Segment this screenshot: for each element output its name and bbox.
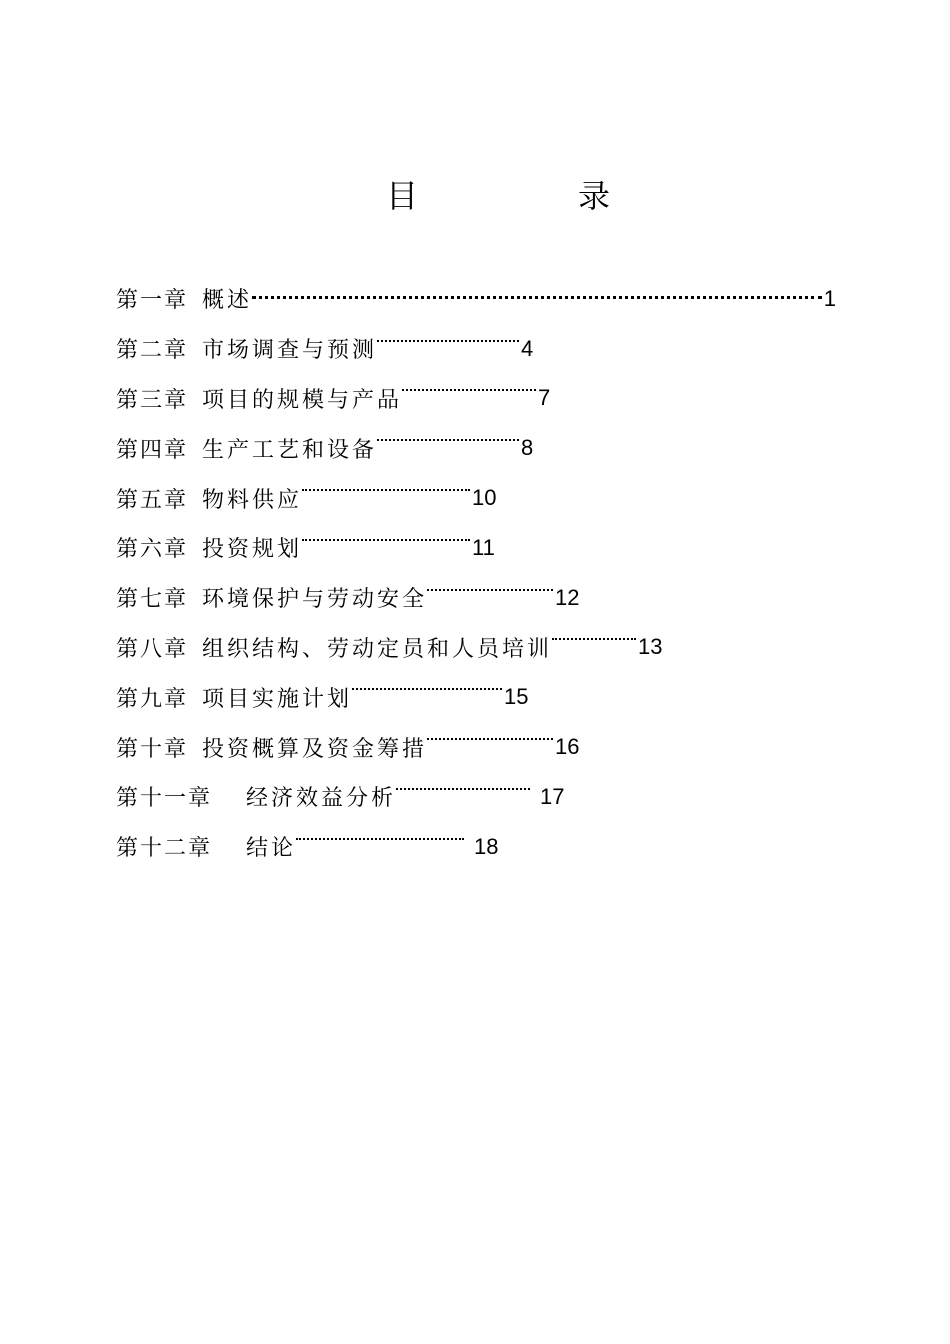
toc-entry-5[interactable]	[116, 473, 836, 523]
toc-leader-dots	[352, 688, 502, 692]
table-of-contents	[116, 274, 836, 872]
toc-chapter-name: 环境保护与劳动安全	[202, 587, 428, 613]
toc-chapter-name: 项目实施计划	[202, 686, 353, 712]
toc-leader-dots	[302, 489, 470, 493]
toc-chapter-label: 第四章	[116, 437, 189, 463]
toc-chapter-name: 市场调查与预测	[202, 338, 378, 364]
toc-page-number: 18	[474, 833, 499, 859]
toc-chapter-label: 第十一章	[116, 786, 213, 812]
toc-chapter-name: 投资概算及资金筹措	[202, 736, 428, 762]
toc-chapter-label: 第十章	[116, 736, 189, 762]
toc-chapter-name: 物料供应	[202, 487, 303, 513]
toc-chapter-label: 第六章	[116, 537, 189, 563]
toc-page-number: 1	[823, 285, 836, 311]
toc-entry-8[interactable]	[116, 623, 836, 673]
toc-chapter-name: 生产工艺和设备	[202, 437, 378, 463]
toc-page-number: 7	[538, 385, 551, 411]
toc-chapter-label: 第五章	[116, 487, 189, 513]
toc-entry-11[interactable]	[116, 772, 836, 822]
toc-entry-2[interactable]	[116, 324, 836, 374]
toc-page-number: 15	[504, 684, 529, 710]
toc-page-number: 10	[472, 485, 497, 511]
toc-leader-dots	[552, 638, 636, 642]
toc-chapter-label: 第八章	[116, 636, 189, 662]
toc-chapter-label: 第十二章	[116, 836, 213, 862]
title-char-right: 录	[578, 177, 611, 215]
toc-page-number: 8	[521, 435, 534, 461]
toc-chapter-name: 组织结构、劳动定员和人员培训	[202, 636, 553, 662]
toc-chapter-name: 经济效益分析	[246, 786, 397, 812]
toc-leader-dots	[396, 788, 530, 792]
toc-title	[0, 170, 950, 230]
toc-leader-dots	[296, 838, 464, 842]
toc-chapter-name: 概述	[202, 288, 253, 314]
toc-entry-12[interactable]	[116, 822, 836, 872]
toc-leader-dots	[377, 439, 519, 443]
toc-chapter-label: 第九章	[116, 686, 189, 712]
toc-chapter-name: 项目的规模与产品	[202, 387, 403, 413]
toc-entry-3[interactable]	[116, 374, 836, 424]
toc-chapter-name: 投资规划	[202, 537, 303, 563]
toc-page-number: 17	[540, 783, 565, 809]
toc-entry-9[interactable]	[116, 672, 836, 722]
toc-leader-dots	[377, 340, 519, 344]
toc-leader-dots	[402, 389, 536, 393]
toc-page-number: 4	[521, 335, 534, 361]
toc-page-number: 13	[638, 634, 663, 660]
toc-chapter-name: 结论	[246, 836, 297, 862]
toc-entry-4[interactable]	[116, 423, 836, 473]
toc-leader-dots	[252, 296, 822, 302]
toc-leader-dots	[427, 589, 553, 593]
toc-page-number: 16	[555, 734, 580, 760]
toc-leader-dots	[427, 738, 553, 742]
toc-entry-1[interactable]	[116, 274, 836, 324]
toc-chapter-label: 第七章	[116, 587, 189, 613]
toc-chapter-label: 第三章	[116, 387, 189, 413]
toc-chapter-label: 第二章	[116, 338, 189, 364]
toc-entry-10[interactable]	[116, 722, 836, 772]
toc-page-number: 11	[472, 534, 495, 560]
title-char-left: 目	[386, 177, 419, 215]
toc-entry-7[interactable]	[116, 573, 836, 623]
toc-page-number: 12	[555, 584, 580, 610]
toc-chapter-label: 第一章	[116, 288, 189, 314]
toc-leader-dots	[302, 539, 470, 543]
toc-entry-6[interactable]	[116, 523, 836, 573]
